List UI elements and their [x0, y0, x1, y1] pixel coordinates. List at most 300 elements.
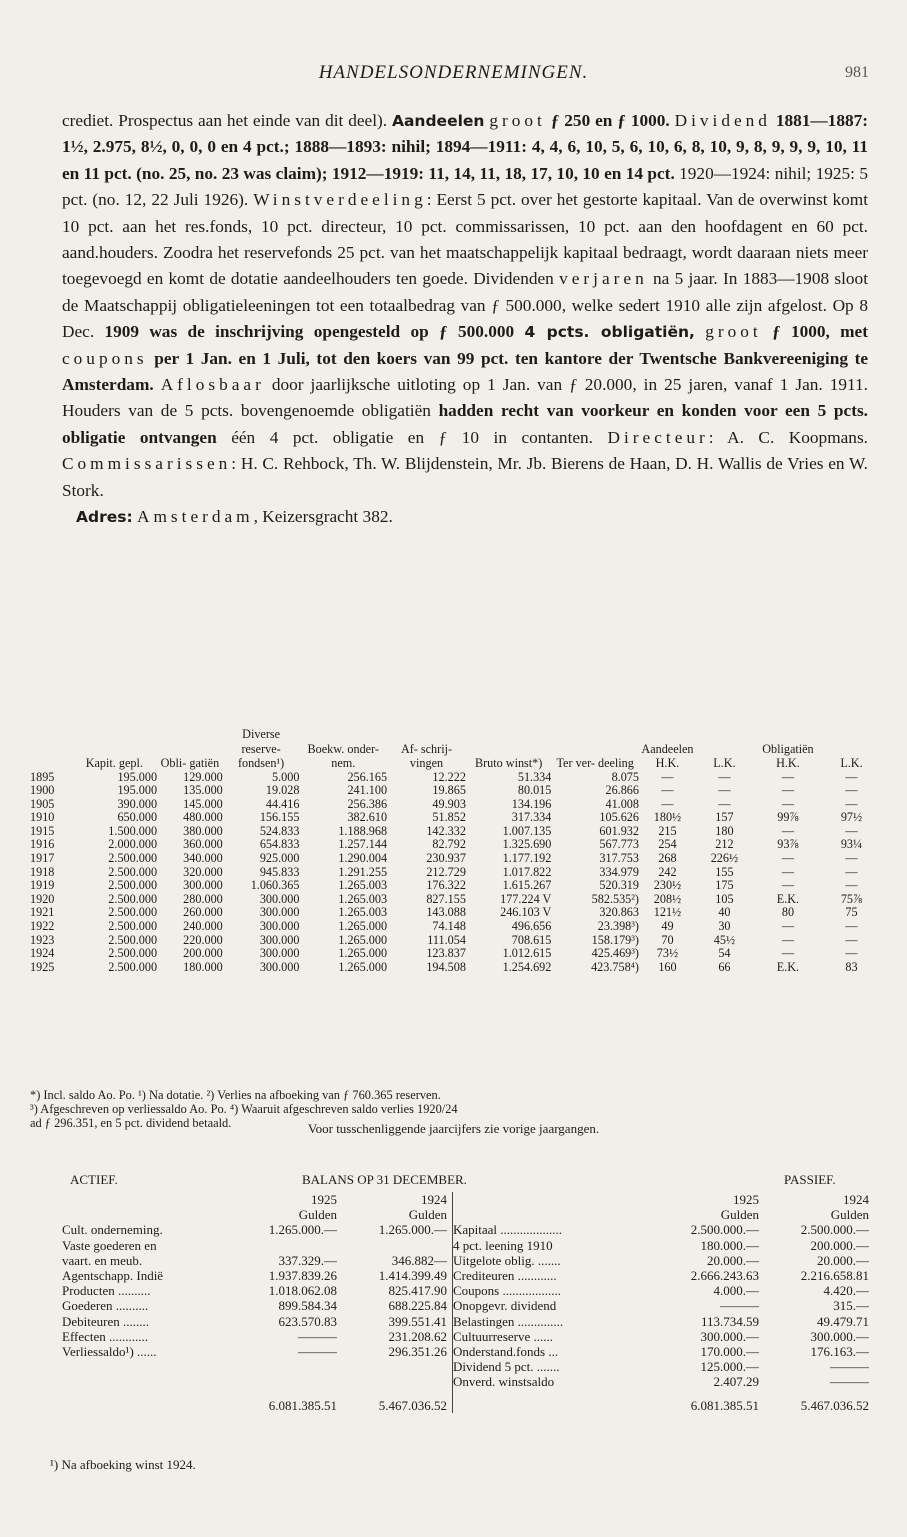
- table-cell: 226½: [710, 852, 739, 866]
- table-row: [30, 920, 880, 934]
- balance-columns: [62, 1192, 872, 1413]
- balance-item: Belastingen ..............: [453, 1313, 564, 1329]
- table-cell: 123.837: [426, 947, 466, 961]
- balance-amount: 346.882—: [391, 1252, 447, 1268]
- balance-item: Goederen ..........: [62, 1298, 149, 1314]
- table-cell: 2.500.000: [108, 906, 158, 920]
- text-run: ƒ 1000, met: [761, 322, 868, 342]
- table-row: [30, 879, 880, 893]
- balance-item: Coupons ..................: [453, 1283, 561, 1299]
- company-description: [62, 108, 868, 531]
- balance-item: 4 pct. leening 1910: [453, 1237, 553, 1253]
- table-cell: 54: [718, 947, 731, 961]
- balance-item: Verliessaldo¹) ......: [62, 1344, 157, 1360]
- table-cell: —: [781, 770, 795, 784]
- table-row: [30, 947, 880, 961]
- table-cell: —: [781, 947, 795, 961]
- table-cell: 93⅞: [777, 838, 799, 852]
- balance-amount: 4.000.—: [713, 1283, 759, 1299]
- table-cell: 317.753: [599, 852, 639, 866]
- table-cell: 1905: [30, 797, 55, 811]
- column-header: Kapit. gepl.: [85, 756, 143, 770]
- table-cell: 496.656: [511, 920, 552, 934]
- table-cell: 19.865: [432, 784, 466, 798]
- table-cell: 582.535²): [591, 892, 639, 906]
- table-cell: 230½: [653, 879, 682, 893]
- table-cell: 158.179³): [591, 933, 639, 947]
- text-run: 1920—1924: nihil; 1925: 5 pct. (no. 12, 22 Juli 1926).: [62, 163, 868, 210]
- table-cell: 1910: [30, 811, 55, 825]
- text-run: coupons: [62, 348, 148, 368]
- text-run: door jaarlijksche uitloting op 1 Jan. van ƒ 20.000, in 25 jaren, vanaf 1 Jan. 1911. Houders van de 5 pcts. bovengenoemde obligatiën: [62, 375, 868, 421]
- table-cell: 246.103 V: [500, 906, 552, 920]
- table-cell: 157: [715, 811, 734, 825]
- table-cell: —: [845, 947, 858, 961]
- table-cell: 80.015: [517, 784, 552, 798]
- table-cell: —: [781, 797, 795, 811]
- balance-row: [453, 1359, 869, 1374]
- balance-row: [453, 1253, 869, 1268]
- text-run: 1881—1887: 1½, 2.975, 8½, 0, 0, 0 en 4 pct.; 1888—1893: nihil; 1894—1911: 4, 4, 6, 10, 5, 6, 10, 6, 8, 10, 9, 8, 9, 9, 9, 10, 11 en 11 pct. (no. 25, no. 23 was claim); 1912—1919: 11, 14, 11, 18, 17, 10, 10 en 14 pct.: [62, 111, 868, 183]
- balance-amount: ———: [830, 1359, 869, 1375]
- table-cell: 1919: [30, 879, 55, 893]
- column-header: Obli- gatiën: [160, 756, 220, 770]
- balance-amount: 20.000.—: [817, 1252, 869, 1268]
- table-cell: 212.729: [426, 865, 466, 879]
- table-cell: 945.833: [259, 865, 300, 879]
- balance-amount: 300.000.—: [810, 1328, 869, 1344]
- balance-amount: 337.329.—: [278, 1252, 337, 1268]
- table-cell: 601.932: [599, 824, 639, 838]
- balance-spacer-row: [62, 1374, 447, 1389]
- table-cell: 105: [715, 892, 734, 906]
- balance-amount: 2.666.243.63: [690, 1268, 759, 1284]
- table-cell: 242: [658, 865, 677, 879]
- table-cell: 425.469³): [591, 947, 639, 961]
- table-cell: 1.265.000: [338, 933, 388, 947]
- table-cell: 2.000.000: [108, 838, 158, 852]
- table-cell: 390.000: [117, 797, 158, 811]
- table-cell: 1916: [30, 838, 55, 852]
- table-row: [30, 961, 880, 975]
- balance-row: [62, 1344, 447, 1359]
- table-cell: 320.863: [599, 906, 639, 920]
- balance-row: [453, 1283, 869, 1298]
- balance-item: Crediteuren ............: [453, 1268, 557, 1284]
- address-city: Amsterdam: [137, 507, 254, 527]
- text-run: na 5 jaar. In 1883—1908 sloot de Maatschappij obligatieleeningen tot een totaalbedrag van ƒ 500.000, welke sedert 1910 alle zijn afgelost. Op 8 Dec.: [62, 269, 868, 342]
- table-cell: 1.257.144: [338, 838, 388, 852]
- assets-side: [62, 1192, 453, 1413]
- reference-note: Voor tusschenliggende jaarcijfers zie vorige jaargangen.: [307, 1121, 600, 1136]
- text-run: groot: [489, 111, 546, 130]
- statistics-body: [30, 771, 880, 975]
- table-row: [30, 811, 880, 825]
- balance-item: Dividend 5 pct. .......: [453, 1359, 560, 1375]
- table-cell: 200.000: [183, 947, 223, 961]
- table-cell: —: [845, 852, 858, 866]
- table-cell: 93¼: [840, 838, 863, 852]
- table-cell: 145.000: [183, 797, 223, 811]
- table-cell: —: [661, 784, 674, 798]
- liabilities-side: [453, 1192, 872, 1413]
- table-cell: 1915: [30, 824, 55, 838]
- table-cell: 2.500.000: [108, 852, 158, 866]
- table-cell: E.K.: [776, 960, 800, 974]
- balance-spacer-row: [62, 1359, 447, 1374]
- balance-amount: 296.351.26: [388, 1344, 447, 1360]
- balance-amount: 200.000.—: [810, 1237, 869, 1253]
- balance-amount: 399.551.41: [388, 1313, 447, 1329]
- balance-total: 5.467.036.52: [800, 1397, 869, 1413]
- table-cell: 254: [658, 838, 677, 852]
- table-cell: 1895: [30, 770, 55, 784]
- balance-item: Effecten ............: [62, 1328, 149, 1344]
- table-cell: 1921: [30, 906, 55, 920]
- balance-row: [453, 1298, 869, 1313]
- table-cell: 121½: [653, 906, 682, 920]
- address-line: [62, 504, 868, 530]
- table-cell: 82.792: [432, 838, 466, 852]
- balance-total: 6.081.385.51: [690, 1397, 759, 1413]
- column-header: [30, 727, 72, 771]
- table-cell: 300.000: [259, 920, 300, 934]
- table-cell: 129.000: [183, 770, 223, 784]
- table-cell: —: [845, 920, 858, 934]
- balance-row: [62, 1253, 447, 1268]
- table-cell: 1.265.003: [338, 906, 388, 920]
- table-cell: 1.325.690: [502, 838, 552, 852]
- text-run: ƒ 250 en ƒ 1000.: [550, 111, 675, 130]
- table-cell: 156.155: [259, 811, 300, 825]
- table-cell: 49: [661, 920, 674, 934]
- column-header: Bruto winst*): [474, 756, 543, 770]
- text-run: verjaren: [559, 269, 648, 289]
- table-cell: 49.903: [432, 797, 466, 811]
- table-cell: —: [718, 797, 731, 811]
- table-cell: 708.615: [511, 933, 552, 947]
- table-cell: 19.028: [265, 784, 300, 798]
- balance-amount: ———: [298, 1328, 337, 1344]
- table-cell: 177.224 V: [500, 892, 552, 906]
- balance-item: Vaste goederen en: [62, 1237, 157, 1253]
- balance-row: [62, 1283, 447, 1298]
- table-cell: 155: [715, 865, 734, 879]
- balance-heading: BALANS OP 31 DECEMBER.: [302, 1172, 467, 1187]
- table-cell: 73½: [656, 947, 679, 961]
- page-header: [0, 62, 907, 92]
- table-cell: 1925: [30, 960, 55, 974]
- balance-item: Cult. onderneming.: [62, 1222, 163, 1238]
- balance-row: [62, 1268, 447, 1283]
- table-cell: 300.000: [259, 933, 300, 947]
- balance-item: Kapitaal ...................: [453, 1222, 563, 1238]
- balance-amount: [337, 1238, 447, 1253]
- balance-total-spacer: [62, 1390, 232, 1413]
- table-cell: 2.500.000: [108, 933, 158, 947]
- address-street: , Keizersgracht 382.: [253, 507, 393, 527]
- balance-row: [453, 1329, 869, 1344]
- liabilities-rows: [453, 1222, 869, 1412]
- table-cell: 423.758⁴): [591, 960, 639, 974]
- table-row: [30, 784, 880, 798]
- table-cell: 45½: [713, 933, 736, 947]
- table-cell: 135.000: [183, 784, 223, 798]
- balance-total: 6.081.385.51: [268, 1397, 337, 1413]
- table-cell: 300.000: [259, 960, 300, 974]
- balance-heading-row: [62, 1172, 872, 1192]
- table-row: [30, 866, 880, 880]
- table-cell: 2.500.000: [108, 920, 158, 934]
- table-cell: 2.500.000: [108, 879, 158, 893]
- table-cell: 220.000: [183, 933, 223, 947]
- table-cell: 300.000: [259, 947, 300, 961]
- table-cell: 75: [845, 906, 858, 920]
- balance-amount: 2.500.000.—: [800, 1222, 869, 1238]
- address-label: Adres:: [76, 508, 133, 527]
- table-cell: 23.398³): [597, 920, 639, 934]
- balance-amount: 2.216.658.81: [800, 1268, 869, 1284]
- table-cell: 230.937: [426, 852, 466, 866]
- balance-row: [453, 1238, 869, 1253]
- note-line: ad ƒ 296.351, en 5 pct. dividend betaald.: [30, 1116, 232, 1130]
- balance-amount: 825.417.90: [388, 1283, 447, 1299]
- table-cell: 142.332: [426, 824, 466, 838]
- table-cell: 75⅞: [840, 892, 863, 906]
- table-cell: 650.000: [117, 811, 158, 825]
- text-run: groot: [705, 322, 762, 342]
- table-cell: 925.000: [259, 852, 300, 866]
- balance-amount: 125.000.—: [700, 1359, 759, 1375]
- table-cell: 380.000: [183, 824, 223, 838]
- table-cell: —: [845, 770, 858, 784]
- note-line: *) Incl. saldo Ao. Po. ¹) Na dotatie. ²) Verlies na afboeking van ƒ 760.365 reserven.: [30, 1088, 441, 1102]
- table-cell: 51.334: [517, 770, 552, 784]
- text-run: Dividend: [674, 111, 771, 130]
- table-cell: 1.177.192: [502, 852, 552, 866]
- balance-amount: 4.420.—: [823, 1283, 869, 1299]
- table-row: [30, 825, 880, 839]
- table-cell: 1.060.365: [250, 879, 300, 893]
- balance-row: [453, 1268, 869, 1283]
- table-cell: 340.000: [183, 852, 223, 866]
- table-cell: 40: [718, 906, 731, 920]
- table-cell: 567.773: [599, 838, 639, 852]
- table-cell: 1924: [30, 947, 55, 961]
- balance-total: 5.467.036.52: [378, 1397, 447, 1413]
- balance-amount: 1.937.839.26: [268, 1268, 337, 1284]
- table-cell: 256.165: [347, 770, 388, 784]
- table-cell: 176.322: [426, 879, 466, 893]
- table-cell: —: [781, 824, 795, 838]
- balance-row: [453, 1222, 869, 1237]
- balance-item: vaart. en meub.: [62, 1252, 143, 1268]
- table-cell: 51.852: [432, 811, 466, 825]
- balance-amount: 1.414.399.49: [378, 1268, 447, 1284]
- balance-amount: 180.000.—: [700, 1237, 759, 1253]
- table-cell: 195.000: [117, 784, 158, 798]
- balance-amount: [232, 1238, 337, 1253]
- table-cell: 2.500.000: [108, 947, 158, 961]
- balance-sheet: [62, 1172, 872, 1413]
- table-cell: 215: [658, 824, 677, 838]
- balance-amount: ———: [298, 1344, 337, 1360]
- table-cell: 1.254.692: [502, 960, 552, 974]
- table-cell: —: [845, 933, 858, 947]
- unit-col: Gulden: [720, 1207, 759, 1223]
- table-cell: 1920: [30, 892, 55, 906]
- table-cell: 1.265.003: [338, 879, 388, 893]
- column-header: Aandeelen H.K.: [641, 741, 694, 770]
- table-cell: 654.833: [259, 838, 300, 852]
- table-cell: —: [661, 770, 674, 784]
- year-col: 1925: [733, 1192, 759, 1207]
- unit-col: Gulden: [830, 1207, 869, 1223]
- table-cell: 382.610: [347, 811, 388, 825]
- unit-col: Gulden: [298, 1207, 337, 1223]
- table-cell: 208½: [653, 892, 682, 906]
- table-cell: 180: [715, 824, 734, 838]
- text-run: Commissarissen: [62, 454, 232, 474]
- balance-amount: 2.500.000.—: [690, 1222, 759, 1238]
- table-cell: —: [781, 784, 795, 798]
- table-cell: —: [781, 865, 795, 879]
- table-cell: 334.979: [599, 865, 639, 879]
- table-row: [30, 771, 880, 785]
- liabilities-table: [453, 1192, 869, 1413]
- balance-row: [62, 1238, 447, 1253]
- balance-row: [62, 1298, 447, 1313]
- balance-row: [453, 1344, 869, 1359]
- text-run: [695, 322, 705, 341]
- table-cell: —: [845, 879, 858, 893]
- table-cell: —: [781, 879, 795, 893]
- table-cell: —: [781, 852, 795, 866]
- table-row: [30, 893, 880, 907]
- table-cell: 1.012.615: [502, 947, 552, 961]
- balance-item: Agentschapp. Indië: [62, 1268, 164, 1284]
- balance-row: [62, 1314, 447, 1329]
- text-run: één 4 pct. obligatie en ƒ 10 in contanten.: [216, 427, 608, 447]
- unit-col: Gulden: [408, 1207, 447, 1223]
- assets-rows: [62, 1222, 447, 1412]
- table-cell: 2.500.000: [108, 865, 158, 879]
- statistics-header-row: [30, 727, 880, 771]
- table-cell: 1.265.000: [338, 960, 388, 974]
- table-cell: 360.000: [183, 838, 223, 852]
- table-cell: 300.000: [259, 906, 300, 920]
- table-row: [30, 798, 880, 812]
- table-cell: 256.386: [347, 797, 388, 811]
- balance-item: Uitgelote oblig. .......: [453, 1252, 561, 1268]
- text-run: per 1 Jan. en 1 Juli, tot den koers van 99 pct. ten kantore der Twentsche Bankvereeniging te Amsterdam.: [62, 348, 868, 395]
- table-cell: 1.188.968: [338, 824, 388, 838]
- table-cell: 1.291.255: [338, 865, 388, 879]
- balance-row: [62, 1329, 447, 1344]
- table-cell: 480.000: [183, 811, 223, 825]
- text-run: : Eerst 5 pct. over het gestorte kapitaal. Van de overwinst komt 10 pct. aan het res.fonds, 10 pct. directeur, 10 pct. commissarissen, 10 pct. aan den hoofdagent en 60 pct. aand.houders. Zoodra het reservefonds 25 pct. van het maatschappelijk kapitaal bedraagt, wordt daaraan niets meer toegevoegd en komt de dotatie aandeelhouders ten goede. Dividenden: [62, 190, 869, 289]
- table-cell: 268: [658, 852, 677, 866]
- balance-amount: 300.000.—: [700, 1328, 759, 1344]
- balance-item: Onverd. winstsaldo: [453, 1374, 555, 1390]
- table-cell: 212: [715, 838, 734, 852]
- balance-item: Producten ..........: [62, 1283, 151, 1299]
- table-cell: 1917: [30, 852, 55, 866]
- table-cell: 524.833: [259, 824, 300, 838]
- table-cell: 134.196: [511, 797, 552, 811]
- column-header: Diverse reserve- fondsen¹): [237, 727, 285, 770]
- actief-label: ACTIEF.: [70, 1172, 118, 1187]
- table-cell: 1918: [30, 865, 55, 879]
- column-header: Obligatiën H.K.: [762, 741, 814, 770]
- table-cell: 83: [845, 960, 858, 974]
- table-cell: 26.866: [605, 784, 639, 798]
- table-cell: 300.000: [259, 892, 300, 906]
- table-cell: 111.054: [427, 933, 466, 947]
- table-cell: 827.155: [426, 892, 466, 906]
- table-row: [30, 906, 880, 920]
- text-run: crediet. Prospectus aan het einde van dit deel).: [62, 111, 392, 130]
- table-cell: 1922: [30, 920, 55, 934]
- table-cell: 1.007.135: [502, 824, 552, 838]
- assets-table: [62, 1192, 447, 1413]
- text-run: 1909 was de inschrijving opengesteld op ƒ 500.000: [104, 322, 525, 342]
- table-cell: 180½: [653, 811, 682, 825]
- table-cell: 41.008: [605, 797, 639, 811]
- table-cell: 8.075: [611, 770, 639, 784]
- year-col: 1925: [311, 1192, 337, 1207]
- table-cell: 1.500.000: [108, 824, 158, 838]
- table-cell: 97½: [840, 811, 863, 825]
- column-header: L.K.: [713, 756, 736, 770]
- balance-amount: 623.570.83: [278, 1313, 337, 1329]
- table-cell: —: [781, 920, 795, 934]
- section-title: HANDELSONDERNEMINGEN.: [318, 62, 589, 83]
- table-row: [30, 934, 880, 948]
- text-run: : H. C. Rehbock, Th. W. Blijdenstein, Mr. Jb. Bierens de Haan, D. H. Wallis de Vries en W. Stork.: [62, 454, 868, 500]
- table-cell: 30: [718, 920, 731, 934]
- table-cell: 1.265.003: [338, 892, 388, 906]
- balance-item: Onopgevr. dividend: [453, 1298, 557, 1314]
- table-cell: 143.088: [426, 906, 466, 920]
- text-run: Winstverdeeling: [253, 190, 427, 210]
- balance-amount: 1.265.000.—: [378, 1222, 447, 1238]
- text-run: 4 pcts. obligatiën,: [524, 323, 695, 342]
- table-cell: 66: [718, 960, 731, 974]
- balance-amount: 2.407.29: [713, 1374, 759, 1390]
- table-cell: 1.290.004: [338, 852, 388, 866]
- balance-item: Cultuurreserve ......: [453, 1328, 554, 1344]
- table-cell: —: [845, 824, 858, 838]
- main-paragraph: [62, 108, 868, 504]
- table-cell: 105.626: [599, 811, 639, 825]
- table-cell: 99⅞: [777, 811, 799, 825]
- table-cell: 180.000: [183, 960, 223, 974]
- yearly-statistics: [30, 727, 890, 974]
- table-cell: —: [845, 784, 858, 798]
- table-cell: —: [845, 865, 858, 879]
- table-cell: 280.000: [183, 892, 223, 906]
- table-cell: 2.500.000: [108, 960, 158, 974]
- table-cell: 520.319: [599, 879, 639, 893]
- text-run: Aflosbaar: [160, 375, 265, 395]
- text-run: hadden recht van voorkeur en konden voor een 5 pcts. obligatie ontvangen: [62, 401, 868, 447]
- year-col: 1924: [421, 1192, 447, 1207]
- table-cell: 300.000: [183, 879, 223, 893]
- balance-amount: 176.163.—: [810, 1344, 869, 1360]
- table-cell: 1.615.267: [502, 879, 552, 893]
- balance-amount: 49.479.71: [817, 1313, 869, 1329]
